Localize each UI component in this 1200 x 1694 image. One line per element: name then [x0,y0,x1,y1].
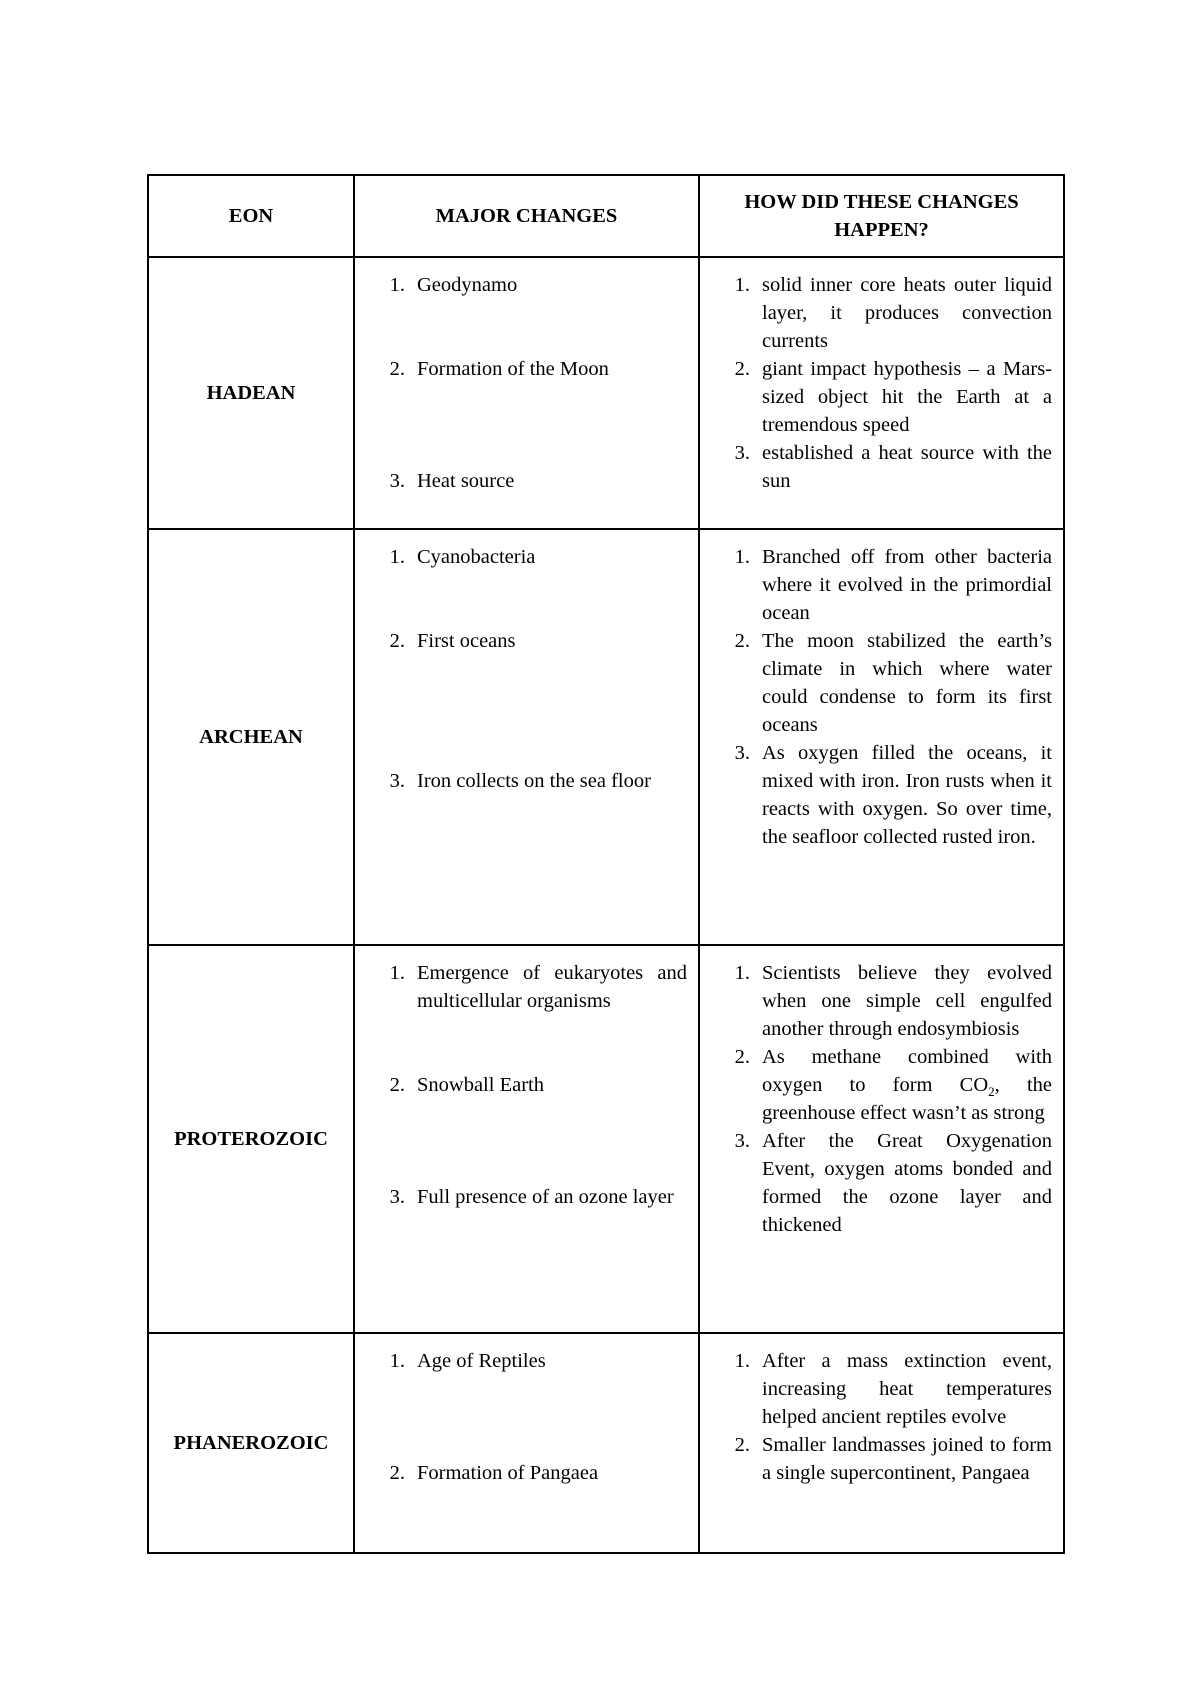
table-row-hadean [148,257,1064,529]
list-item: 2. The moon stabilized the earth’s climate in which where water could condense to form its first oceans [734,630,1052,736]
eon-name: HADEAN [148,257,354,529]
list-item: 2. As methane combined with oxygen to form $CO_2$, the greenhouse effect wasn’t as strong [734,1046,1053,1124]
how-cell [699,945,1064,1333]
list-item: 3. After the Great Oxygenation Event, oxygen atoms bonded and formed the ozone layer and thickened [734,1130,1052,1236]
how-cell [699,1333,1064,1553]
header-eon: EON [148,175,354,257]
table-row-phanerozoic [148,1333,1064,1553]
list-item: 2. giant impact hypothesis – a Mars-sized object hit the Earth at a tremendous speed [734,358,1052,436]
list-item: 2. Formation of Pangaea [389,1462,599,1484]
list-item: 1. Branched off from other bacteria where it evolved in the primordial ocean [734,546,1052,624]
how-cell [699,529,1064,945]
list-item: 2. Formation of the Moon [389,358,609,380]
list-item: 1. solid inner core heats outer liquid layer, it produces convection currents [734,274,1052,352]
list-item: 2. Snowball Earth [389,1074,544,1096]
list-item: 3. Iron collects on the sea floor [389,770,651,792]
table-row-archean [148,529,1064,945]
changes-cell [354,1333,699,1553]
list-item: 3. Heat source [389,470,515,492]
changes-cell [354,945,699,1333]
list-item: 1. After a mass extinction event, increasing heat temperatures helped ancient reptiles evolve [734,1350,1052,1428]
header-how [699,175,1064,257]
list-item: 1. Cyanobacteria [389,546,536,568]
list-item: 3. Full presence of an ozone layer [389,1186,674,1208]
how-cell [699,257,1064,529]
header-major-changes: MAJOR CHANGES [354,175,699,257]
list-item: 3. established a heat source with the sun [734,442,1052,492]
eon-name: PHANEROZOIC [148,1333,354,1553]
changes-cell [354,257,699,529]
list-item: 1. Scientists believe they evolved when one simple cell engulfed another through endosymbiosis [734,962,1052,1040]
list-item: 3. As oxygen filled the oceans, it mixed with iron. Iron rusts when it reacts with oxygen. So over time, the seafloor collected rusted iron. [734,742,1052,848]
eon-table [147,174,1065,1554]
list-item: 1. Geodynamo [389,274,518,296]
header-row [148,175,1064,257]
table-row-proterozoic [148,945,1064,1333]
list-item: 2. Smaller landmasses joined to form a single supercontinent, Pangaea [734,1434,1052,1484]
list-item: 2. First oceans [389,630,516,652]
header-how-line1: HOW DID THESE CHANGES [744,191,1019,213]
eon-name: PROTEROZOIC [148,945,354,1333]
changes-cell [354,529,699,945]
list-item: 1. Age of Reptiles [389,1350,546,1372]
list-item: 1. Emergence of eukaryotes and multicellular organisms [389,962,687,1012]
header-how-line2: HAPPEN? [834,219,929,241]
eon-name: ARCHEAN [148,529,354,945]
